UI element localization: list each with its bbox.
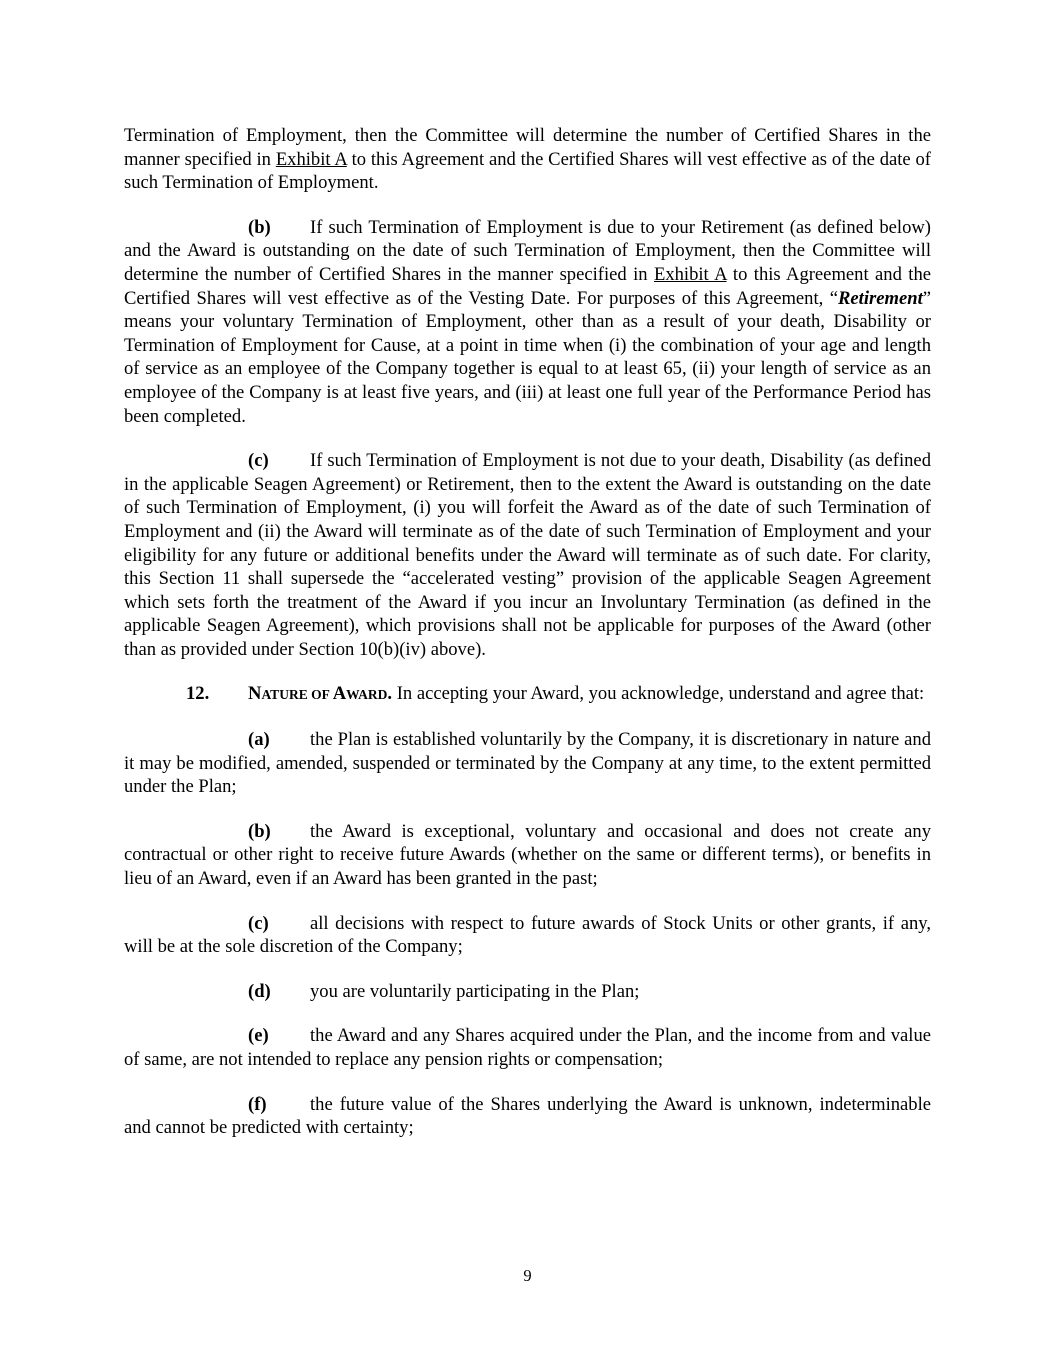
section-12-c-paragraph — [124, 912, 931, 959]
section-12-e-text: the Award and any Shares acquired under the Plan, and the income from and value of same, are not intended to replace any pension rights or compensation; — [124, 1025, 931, 1070]
section-12-c-label: (c) — [248, 912, 269, 934]
section-12-d-label: (d) — [248, 980, 271, 1002]
section-11-b-text-3: ” means your voluntary Termination of Employment, other than as a result of your death, Disability or Termination of Employment for Cause, at a point in time when (i) the combination of your age and length of service as an employee of the Company together is equal to at least 65, (ii) your length of service as an employee of the Company is at least five years, and (iii) at least one full year of the Performance Period has been completed. — [124, 287, 931, 427]
intro-paragraph — [124, 124, 931, 195]
retirement-term: Retirement — [838, 287, 923, 309]
section-12-d-text: you are voluntarily participating in the Plan; — [310, 980, 640, 1002]
section-12-a-paragraph — [124, 728, 931, 799]
section-12-b-paragraph — [124, 820, 931, 891]
intro-text-2: to this Agreement and the Certified Shares will vest effective as of the date of such Termination of Employment. — [124, 148, 931, 194]
exhibit-a-reference: Exhibit A — [653, 263, 727, 285]
exhibit-a-reference: Exhibit A — [275, 148, 347, 170]
section-12-f-text: the future value of the Shares underlying the Award is unknown, indeterminable and cannot be predicted with certainty; — [124, 1093, 931, 1139]
section-12-b-label: (b) — [248, 820, 271, 842]
section-12-number: 12. — [186, 683, 210, 705]
section-12-e-label: (e) — [248, 1025, 269, 1047]
section-12-a-text: the Plan is established voluntarily by the Company, it is discretionary in nature and it may be modified, amended, suspended or terminated by the Company at any time, to the extent permitted under the Plan; — [124, 729, 931, 798]
section-12-d-paragraph — [124, 980, 931, 1004]
section-11-b-text-1: If such Termination of Employment is due to your Retirement (as defined below) and the Award is outstanding on the date of such Termination of Employment, then the Committee will determine the number of Certified Shares in the manner specified in — [124, 216, 931, 285]
document-page — [124, 124, 931, 1140]
intro-text-1: Termination of Employment, then the Committee will determine the number of Certified Shares in the manner specified in — [124, 125, 931, 170]
section-11-c-paragraph — [124, 449, 931, 661]
section-11-b-label: (b) — [248, 216, 271, 238]
page-number: 9 — [523, 1266, 532, 1285]
section-12-f-label: (f) — [248, 1093, 267, 1115]
section-11-c-label: (c) — [248, 450, 269, 472]
section-12-f-paragraph — [124, 1093, 931, 1140]
section-12-e-paragraph — [124, 1024, 931, 1071]
section-12-c-text: all decisions with respect to future awards of Stock Units or other grants, if any, will be at the sole discretion of the Company; — [124, 912, 931, 958]
section-12-intro: In accepting your Award, you acknowledge, understand and agree that: — [392, 683, 925, 705]
section-12-title: NATURE OF AWARD. — [248, 683, 393, 705]
section-12-a-label: (a) — [248, 729, 270, 751]
section-11-b-paragraph — [124, 216, 931, 428]
section-12-heading-paragraph — [124, 682, 931, 707]
section-11-b-text-2: to this Agreement and the Certified Shares will vest effective as of the Vesting Date. For purposes of this Agreement, “ — [124, 263, 931, 309]
section-12-b-text: the Award is exceptional, voluntary and occasional and does not create any contractual or other right to receive future Awards (whether on the same or different terms), or benefits in lieu of an Award, even if an Award has been granted in the past; — [124, 820, 931, 890]
section-11-c-text: If such Termination of Employment is not due to your death, Disability (as defined in the applicable Seagen Agreement) or Retirement, then to the extent the Award is outstanding on the date of such Termination of Employment, (i) you will forfeit the Award as of the date of such Termination of Employment and (ii) the Award will terminate as of the date of such Termination of Employment and your eligibility for any future or additional benefits under the Award will terminate as of such date. For clarity, this Section 11 shall supersede the “accelerated vesting” provision of the applicable Seagen Agreement which sets forth the treatment of the Award if you incur an Involuntary Termination (as defined in the applicable Seagen Agreement), which provisions shall not be applicable for purposes of the Award (other than as provided under Section 10(b)(iv) above). — [124, 450, 931, 660]
